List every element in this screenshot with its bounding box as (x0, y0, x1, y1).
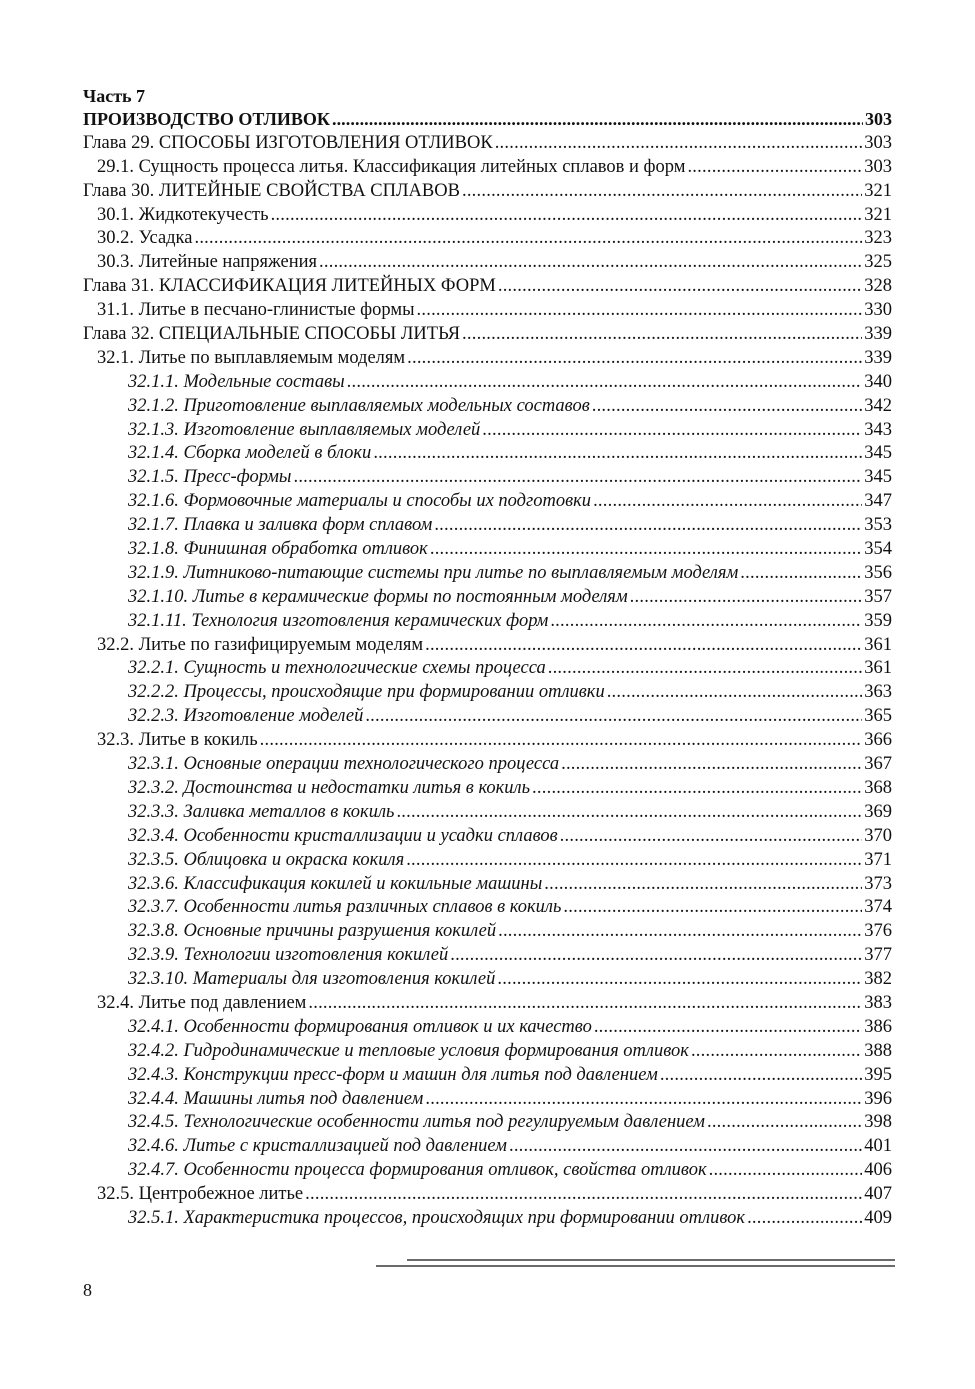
footer-rule-bottom (376, 1265, 895, 1267)
toc-entry-page: 303 (864, 132, 892, 153)
toc-entry[interactable] (83, 204, 892, 228)
toc-entry-title: 32.1.5. Пресс-формы (128, 467, 292, 488)
toc-entry-title: Глава 32. СПЕЦИАЛЬНЫЕ СПОСОБЫ ЛИТЬЯ (83, 324, 461, 345)
toc-entry-title: 32.1. Литье по выплавляемым моделям (97, 347, 406, 368)
toc-entry-page: 395 (864, 1064, 892, 1085)
toc-entry-page: 366 (864, 730, 892, 751)
toc-dot-leader (532, 777, 862, 801)
toc-dot-leader (425, 634, 862, 658)
toc-entry-title: 32.4.3. Конструкции пресс-форм и машин для литья под давлением (128, 1064, 658, 1085)
toc-dot-leader (544, 873, 862, 897)
toc-entry-page: 343 (864, 419, 892, 440)
toc-dot-leader (271, 204, 863, 228)
toc-entry[interactable] (83, 108, 892, 132)
toc-entry-title: 32.1.11. Технология изготовления керамических форм (128, 610, 549, 631)
toc-entry-page: 303 (865, 109, 892, 129)
toc-entry[interactable] (83, 801, 892, 825)
toc-entry-page: 409 (864, 1207, 892, 1228)
toc-dot-leader (560, 825, 863, 849)
toc-dot-leader (462, 180, 862, 204)
toc-dot-leader (550, 610, 862, 634)
toc-dot-leader (482, 419, 862, 443)
toc-entry-title: 32.4.4. Машины литья под давлением (128, 1088, 424, 1109)
toc-entry-title: 32.4.1. Особенности формирования отливок и их качество (128, 1016, 592, 1037)
toc-entry[interactable] (83, 968, 892, 992)
toc-entry-page: 371 (864, 849, 892, 870)
toc-entry-title: Глава 31. КЛАССИФИКАЦИЯ ЛИТЕЙНЫХ ФОРМ (83, 276, 496, 297)
toc-entry-title: 29.1. Сущность процесса литья. Классификация литейных сплавов и форм (97, 156, 686, 177)
toc-entry-page: 401 (864, 1136, 892, 1157)
toc-dot-leader (434, 514, 862, 538)
toc-entry-title: 32.5.1. Характеристика процессов, происходящих при формировании отливок (128, 1207, 746, 1228)
toc-entry-title: Глава 29. СПОСОБЫ ИЗГОТОВЛЕНИЯ ОТЛИВОК (83, 132, 493, 153)
toc-entry-page: 383 (864, 992, 892, 1013)
toc-entry-page: 330 (864, 300, 892, 321)
toc-entry-title: 32.3.1. Основные операции технологического процесса (128, 754, 560, 775)
toc-dot-leader (406, 849, 862, 873)
toc-dot-leader (498, 275, 862, 299)
toc-dot-leader (707, 1111, 862, 1135)
toc-dot-leader (332, 108, 863, 132)
toc-entry-title: 32.1.7. Плавка и заливка форм сплавом (128, 515, 433, 536)
footer-rule-top (407, 1259, 895, 1261)
toc-entry-title: 32.4.6. Литье с кристаллизацией под давлением (128, 1136, 507, 1157)
toc-entry-page: 357 (864, 586, 892, 607)
toc-entry-page: 370 (864, 825, 892, 846)
toc-dot-leader (308, 992, 862, 1016)
toc-dot-leader (687, 156, 862, 180)
toc-entry-title: 32.5. Центробежное литье (97, 1184, 304, 1205)
toc-entry-page: 328 (864, 276, 892, 297)
toc-dot-leader (630, 586, 863, 610)
toc-dot-leader (740, 562, 862, 586)
toc-dot-leader (660, 1064, 862, 1088)
toc-entry[interactable] (83, 275, 892, 299)
toc-entry-title: 32.3.5. Облицовка и окраска кокиля (128, 849, 405, 870)
toc-entry-page: 382 (864, 969, 892, 990)
toc-entry[interactable] (83, 180, 892, 204)
toc-entry-page: 354 (864, 539, 892, 560)
toc-entry-page: 407 (864, 1184, 892, 1205)
toc-entry-page: 339 (864, 324, 892, 345)
toc-dot-leader (260, 729, 863, 753)
toc-entry-page: 406 (864, 1160, 892, 1181)
toc-entry-title: 32.1.4. Сборка моделей в блоки (128, 443, 372, 464)
toc-entry[interactable] (83, 896, 892, 920)
toc-entry[interactable] (83, 323, 892, 347)
toc-entry-page: 377 (864, 945, 892, 966)
toc-entry[interactable] (83, 1207, 892, 1231)
toc-entry-page: 340 (864, 371, 892, 392)
toc-entry-title: 32.3.2. Достоинства и недостатки литья в кокиль (128, 777, 531, 798)
toc-dot-leader (417, 299, 863, 323)
toc-entry[interactable] (83, 753, 892, 777)
toc-entry-page: 345 (864, 467, 892, 488)
toc-dot-leader (407, 347, 862, 371)
toc-entry[interactable] (83, 419, 892, 443)
toc-entry[interactable] (83, 1111, 892, 1135)
table-of-contents (83, 108, 892, 1231)
toc-entry[interactable] (83, 873, 892, 897)
toc-entry[interactable] (83, 1159, 892, 1183)
toc-entry-title: 32.2.3. Изготовление моделей (128, 706, 364, 727)
toc-entry-page: 303 (864, 156, 892, 177)
toc-entry[interactable] (83, 251, 892, 275)
toc-entry-page: 373 (864, 873, 892, 894)
toc-entry-title: 32.1.8. Финишная обработка отливок (128, 539, 428, 560)
toc-entry-title: Глава 30. ЛИТЕЙНЫЕ СВОЙСТВА СПЛАВОВ (83, 180, 460, 201)
toc-dot-leader (594, 1016, 862, 1040)
toc-entry-page: 325 (864, 252, 892, 273)
toc-entry[interactable] (83, 156, 892, 180)
page-content (83, 86, 892, 1231)
toc-entry[interactable] (83, 371, 892, 395)
toc-entry-page: 361 (864, 634, 892, 655)
toc-entry-page: 388 (864, 1040, 892, 1061)
toc-entry-title: 32.2.1. Сущность и технологические схемы процесса (128, 658, 546, 679)
toc-entry-page: 353 (864, 515, 892, 536)
toc-entry-page: 398 (864, 1112, 892, 1133)
toc-entry-page: 321 (864, 204, 892, 225)
toc-dot-leader (498, 920, 862, 944)
toc-entry-title: 32.3.8. Основные причины разрушения кокилей (128, 921, 497, 942)
toc-entry[interactable] (83, 992, 892, 1016)
toc-entry[interactable] (83, 657, 892, 681)
toc-entry-title: 32.3.4. Особенности кристаллизации и усадки сплавов (128, 825, 558, 846)
toc-dot-leader (709, 1159, 863, 1183)
toc-entry[interactable] (83, 729, 892, 753)
toc-entry[interactable] (83, 347, 892, 371)
toc-entry-page: 367 (864, 754, 892, 775)
toc-entry[interactable] (83, 705, 892, 729)
toc-entry-page: 369 (864, 801, 892, 822)
toc-entry[interactable] (83, 681, 892, 705)
toc-entry[interactable] (83, 1064, 892, 1088)
toc-dot-leader (509, 1135, 862, 1159)
toc-entry-title: 32.2. Литье по газифицируемым моделям (97, 634, 424, 655)
toc-entry-title: 32.1.1. Модельные составы (128, 371, 345, 392)
toc-entry-title: 31.1. Литье в песчано-глинистые формы (97, 300, 415, 321)
toc-entry[interactable] (83, 777, 892, 801)
toc-entry[interactable] (83, 1016, 892, 1040)
toc-entry-title: 30.2. Усадка (97, 228, 193, 249)
toc-dot-leader (305, 1183, 862, 1207)
toc-entry-page: 356 (864, 562, 892, 583)
toc-entry-page: 368 (864, 777, 892, 798)
toc-entry-title: 32.1.9. Литниково-питающие системы при литье по выплавляемым моделям (128, 562, 739, 583)
toc-dot-leader (365, 705, 862, 729)
toc-entry[interactable] (83, 538, 892, 562)
toc-entry-title: 32.3.3. Заливка металлов в кокиль (128, 801, 395, 822)
toc-entry-title: 32.1.6. Формовочные материалы и способы их подготовки (128, 491, 592, 512)
toc-entry[interactable] (83, 1183, 892, 1207)
toc-dot-leader (373, 442, 862, 466)
toc-entry-page: 361 (864, 658, 892, 679)
toc-entry-page: 347 (864, 491, 892, 512)
toc-entry-title: 32.1.2. Приготовление выплавляемых модельных составов (128, 395, 590, 416)
toc-dot-leader (561, 753, 862, 777)
toc-dot-leader (194, 227, 862, 251)
toc-entry[interactable] (83, 562, 892, 586)
toc-dot-leader (396, 801, 862, 825)
toc-entry[interactable] (83, 514, 892, 538)
toc-dot-leader (430, 538, 862, 562)
toc-entry[interactable] (83, 920, 892, 944)
toc-entry-title: 32.1.10. Литье в керамические формы по постоянным моделям (128, 586, 628, 607)
toc-entry-page: 342 (864, 395, 892, 416)
toc-entry[interactable] (83, 1040, 892, 1064)
toc-entry-page: 323 (864, 228, 892, 249)
toc-entry[interactable] (83, 490, 892, 514)
toc-dot-leader (425, 1088, 862, 1112)
toc-entry-title: ПРОИЗВОДСТВО ОТЛИВОК (83, 109, 330, 129)
toc-entry-title: 32.1.3. Изготовление выплавляемых моделей (128, 419, 481, 440)
toc-dot-leader (747, 1207, 862, 1231)
toc-entry-title: 32.3.9. Технологии изготовления кокилей (128, 945, 449, 966)
toc-dot-leader (607, 681, 863, 705)
toc-dot-leader (293, 466, 862, 490)
part-title: Часть 7 (83, 86, 146, 106)
toc-entry[interactable] (83, 299, 892, 323)
toc-dot-leader (691, 1040, 862, 1064)
toc-entry-title: 32.4.7. Особенности процесса формирования отливок, свойства отливок (128, 1160, 707, 1181)
toc-entry-page: 345 (864, 443, 892, 464)
toc-entry[interactable] (83, 634, 892, 658)
toc-entry[interactable] (83, 442, 892, 466)
toc-entry[interactable] (83, 227, 892, 251)
toc-entry-page: 365 (864, 706, 892, 727)
toc-entry-title: 32.3.7. Особенности литья различных сплавов в кокиль (128, 897, 562, 918)
toc-entry-page: 339 (864, 347, 892, 368)
toc-entry-title: 32.3. Литье в кокиль (97, 730, 258, 751)
toc-dot-leader (319, 251, 862, 275)
toc-dot-leader (497, 968, 862, 992)
toc-dot-leader (462, 323, 862, 347)
toc-entry-title: 32.4.5. Технологические особенности литья под регулируемым давлением (128, 1112, 705, 1133)
toc-dot-leader (548, 657, 863, 681)
toc-entry-title: 32.3.10. Материалы для изготовления кокилей (128, 969, 496, 990)
toc-entry[interactable] (83, 849, 892, 873)
toc-entry[interactable] (83, 944, 892, 968)
toc-entry-page: 374 (864, 897, 892, 918)
toc-entry[interactable] (83, 610, 892, 634)
toc-entry-title: 32.3.6. Классификация кокилей и кокильные машины (128, 873, 543, 894)
toc-dot-leader (563, 896, 862, 920)
toc-entry-page: 363 (864, 682, 892, 703)
toc-dot-leader (347, 371, 863, 395)
toc-entry[interactable] (83, 132, 892, 156)
toc-dot-leader (592, 395, 863, 419)
toc-entry-title: 30.3. Литейные напряжения (97, 252, 318, 273)
toc-entry-page: 321 (864, 180, 892, 201)
toc-dot-leader (450, 944, 862, 968)
toc-entry[interactable] (83, 395, 892, 419)
toc-entry[interactable] (83, 1135, 892, 1159)
toc-entry-page: 376 (864, 921, 892, 942)
toc-entry-page: 396 (864, 1088, 892, 1109)
toc-entry[interactable] (83, 466, 892, 490)
toc-dot-leader (593, 490, 862, 514)
toc-entry-page: 386 (864, 1016, 892, 1037)
toc-entry-title: 32.4.2. Гидродинамические и тепловые условия формирования отливок (128, 1040, 689, 1061)
toc-entry[interactable] (83, 586, 892, 610)
toc-entry-title: 30.1. Жидкотекучесть (97, 204, 269, 225)
toc-entry-title: 32.4. Литье под давлением (97, 992, 307, 1013)
toc-entry-page: 359 (864, 610, 892, 631)
page-number: 8 (83, 1280, 92, 1300)
toc-dot-leader (495, 132, 863, 156)
toc-entry-title: 32.2.2. Процессы, происходящие при формировании отливки (128, 682, 605, 703)
toc-entry[interactable] (83, 1088, 892, 1112)
toc-entry[interactable] (83, 825, 892, 849)
